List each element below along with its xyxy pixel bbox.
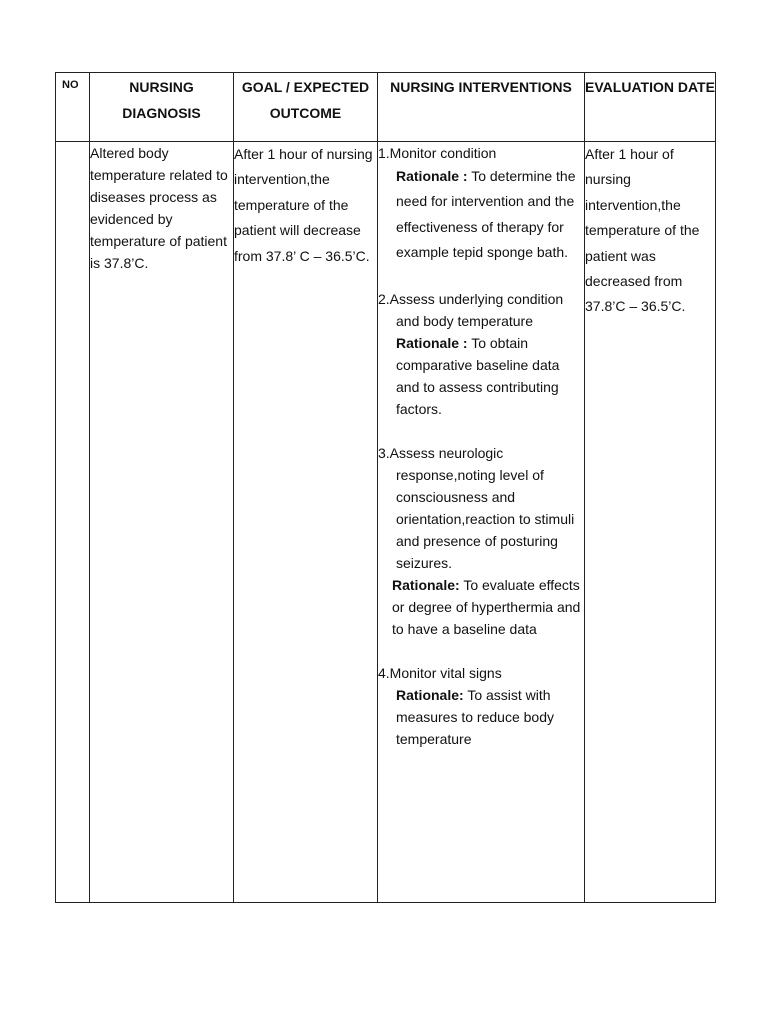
cell-evaluation-date: After 1 hour of nursing intervention,the temperature of the patient was decreased from 37.8’C – 36.5’C. [585, 142, 716, 903]
header-evaluation-date: EVALUATION DATE [585, 73, 716, 142]
intervention-rationale [378, 332, 584, 420]
cell-goal-expected-outcome: After 1 hour of nursing intervention,the temperature of the patient will decrease from 37.8’ C – 36.5’C. [234, 142, 378, 903]
intervention-item [378, 142, 584, 266]
cell-nursing-interventions [378, 142, 585, 903]
intervention-rationale [378, 164, 584, 266]
header-nursing-interventions: NURSING INTERVENTIONS [378, 73, 585, 142]
rationale-text: To assist with measures to reduce body temperature [396, 686, 554, 747]
header-goal-expected-outcome: GOAL / EXPECTED OUTCOME [234, 73, 378, 142]
intervention-rationale [378, 684, 584, 750]
intervention-item [378, 662, 584, 750]
rationale-label: Rationale: [396, 686, 464, 703]
table-row [56, 142, 716, 903]
header-row [56, 73, 716, 142]
rationale-label: Rationale: [392, 576, 460, 593]
header-nursing-diagnosis: NURSING DIAGNOSIS [90, 73, 234, 142]
rationale-text: To obtain comparative baseline data and to assess contributing factors. [396, 334, 560, 417]
intervention-title: 3.Assess neurologic response,noting level of consciousness and orientation,reaction to stimuli and presence of posturing seizures. [378, 444, 575, 571]
rationale-label: Rationale : [396, 334, 468, 351]
cell-nursing-diagnosis: Altered body temperature related to diseases process as evidenced by temperature of patient is 37.8’C. [90, 142, 234, 903]
cell-no [56, 142, 90, 903]
header-no: NO [56, 73, 90, 142]
intervention-rationale [378, 574, 584, 640]
rationale-label: Rationale : [396, 168, 468, 184]
intervention-item [378, 442, 584, 640]
intervention-title: 1.Monitor condition [378, 145, 497, 161]
nursing-care-plan-table [55, 72, 716, 903]
rationale-text: To evaluate effects or degree of hyperthermia and to have a baseline data [392, 576, 581, 637]
rationale-text: To determine the need for intervention and the effectiveness of therapy for example tepid sponge bath. [396, 168, 576, 261]
intervention-title: 2.Assess underlying condition and body temperature [378, 290, 564, 329]
intervention-title: 4.Monitor vital signs [378, 664, 502, 681]
intervention-item [378, 288, 584, 420]
